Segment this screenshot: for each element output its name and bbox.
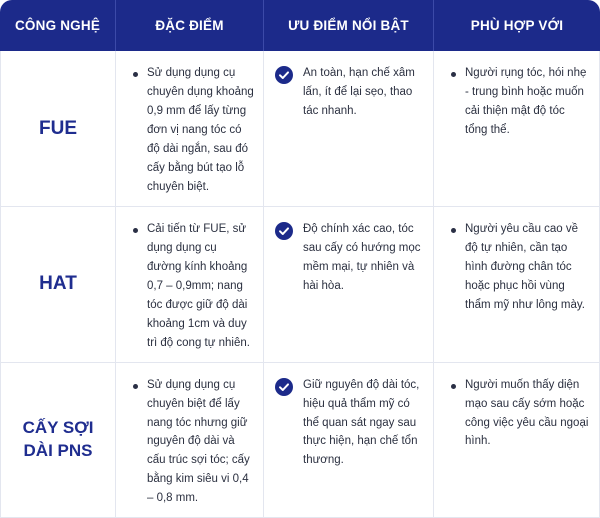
header-technology: CÔNG NGHỆ — [0, 0, 116, 51]
check-circle-icon — [275, 222, 293, 240]
table-row — [0, 207, 600, 363]
advantages-text: Độ chính xác cao, tóc sau cấy có hướng mọc mềm mại, tự nhiên và hài hòa. — [303, 222, 421, 292]
advantages-cell — [264, 51, 434, 207]
suitable-text: Người muốn thấy diện mạo sau cấy sớm hoặc công việc yêu cầu ngoại hình. — [465, 378, 589, 448]
check-circle-icon — [275, 66, 293, 84]
advantages-text: An toàn, hạn chế xâm lấn, ít để lại sẹo, thao tác nhanh. — [303, 67, 415, 117]
check-circle-icon — [275, 378, 293, 396]
suitable-cell — [434, 363, 600, 518]
technology-name: FUE — [0, 51, 116, 207]
features-cell — [116, 363, 264, 518]
bullet-dot — [451, 384, 456, 389]
suitable-cell — [434, 207, 600, 363]
bullet-dot — [451, 72, 456, 77]
advantages-cell — [264, 207, 434, 363]
table-row — [0, 51, 600, 207]
header-features: ĐẶC ĐIỂM — [116, 0, 264, 51]
bullet-dot — [133, 228, 138, 233]
features-cell — [116, 51, 264, 207]
advantages-cell — [264, 363, 434, 518]
technology-name: CẤY SỢI DÀI PNS — [0, 363, 116, 518]
bullet-dot — [133, 384, 138, 389]
suitable-cell — [434, 51, 600, 207]
bullet-dot — [133, 72, 138, 77]
header-row — [0, 0, 600, 51]
suitable-text: Người yêu cầu cao về độ tự nhiên, cần tạo hình đường chân tóc hoặc phục hồi vùng thẩm mỹ như lông mày. — [465, 222, 585, 311]
features-text: Sử dụng dụng cụ chuyên biệt để lấy nang tóc nhưng giữ nguyên độ dài và cấu trúc sợi tóc; cấy bằng kim siêu vi 0,4 – 0,8 mm. — [147, 378, 250, 505]
features-cell — [116, 207, 264, 363]
features-text: Cải tiến từ FUE, sử dụng dụng cụ đường kính khoảng 0,7 – 0,9mm; nang tóc được giữ độ dài khoảng 1cm và duy trì độ cong tự nhiên. — [147, 222, 250, 349]
suitable-text: Người rụng tóc, hói nhẹ - trung bình hoặc muốn cải thiện mật độ tóc tổng thể. — [465, 67, 587, 136]
features-text: Sử dụng dụng cụ chuyên dụng khoảng 0,9 mm để lấy từng đơn vị nang tóc có độ dài ngắn, sau đó cấy bằng bút tạo lỗ chuyên biệt. — [147, 67, 254, 193]
header-advantages: ƯU ĐIỂM NỔI BẬT — [264, 0, 434, 51]
header-suitable-for: PHÙ HỢP VỚI — [434, 0, 600, 51]
table-row — [0, 363, 600, 518]
technology-name: HAT — [0, 207, 116, 363]
advantages-text: Giữ nguyên độ dài tóc, hiệu quả thẩm mỹ có thể quan sát ngay sau thực hiện, hạn chế tổn thương. — [303, 378, 420, 467]
bullet-dot — [451, 228, 456, 233]
